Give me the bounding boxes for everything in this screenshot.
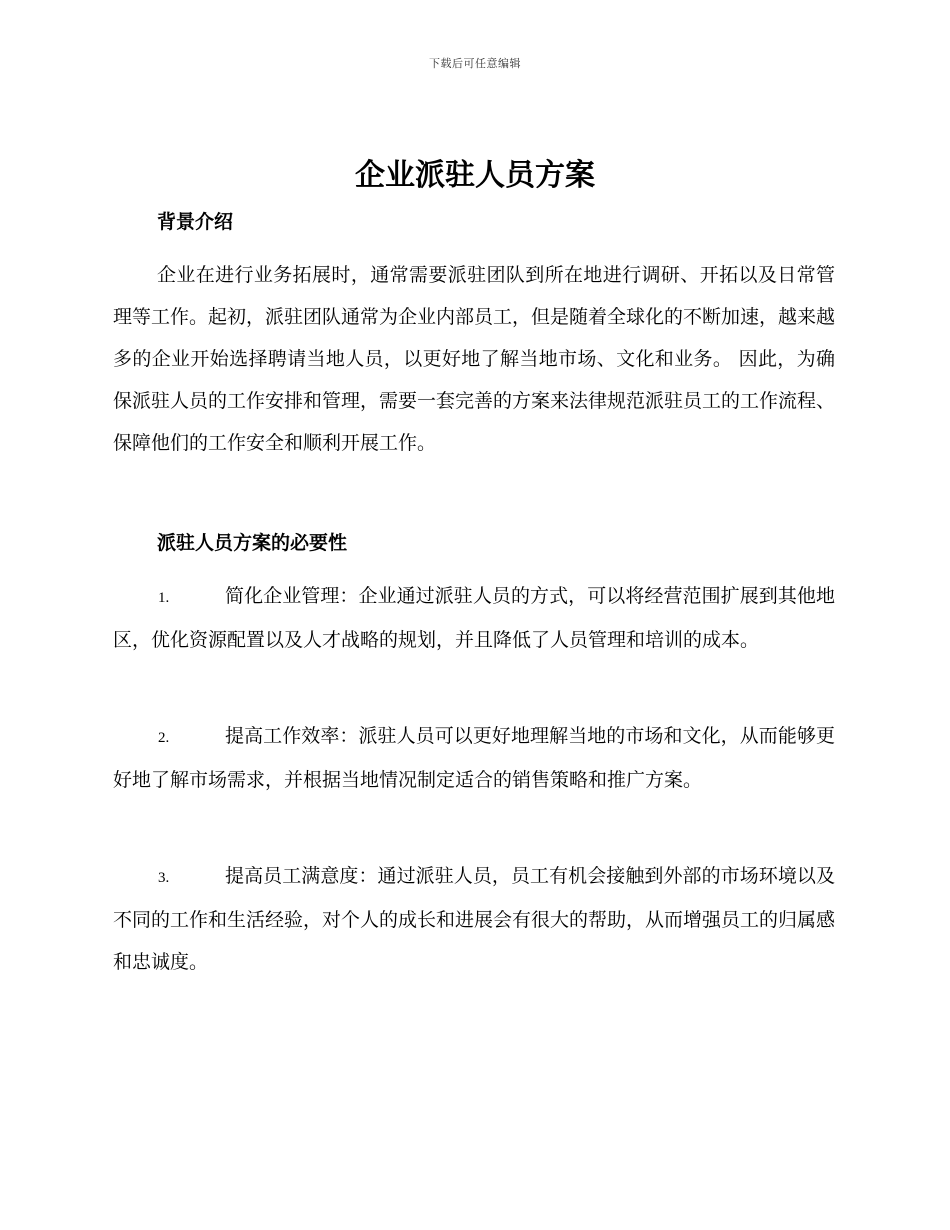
document-title: 企业派驻人员方案 bbox=[355, 158, 595, 193]
header-note: 下载后可任意编辑 bbox=[429, 57, 521, 70]
list-item-text: 简化企业管理：企业通过派驻人员的方式，可以将经营范围扩展到其他地区，优化资源配置以及人才战略的规划，并且降低了人员管理和培训的成本。 bbox=[113, 585, 835, 651]
list-item-text: 提高员工满意度：通过派驻人员，员工有机会接触到外部的市场环境以及不同的工作和生活经验，对个人的成长和进展会有很大的帮助，从而增强员工的归属感和忠诚度。 bbox=[113, 865, 836, 973]
list-item bbox=[113, 575, 835, 661]
list-item-number: 2. bbox=[158, 730, 170, 746]
list-item-number: 1. bbox=[158, 590, 170, 606]
section-heading-necessity: 派驻人员方案的必要性 bbox=[157, 532, 348, 554]
list-item-number: 3. bbox=[158, 870, 170, 886]
section-heading-background: 背景介绍 bbox=[157, 211, 234, 233]
list-item bbox=[113, 715, 835, 801]
list-item bbox=[113, 855, 835, 983]
background-paragraph: 企业在进行业务拓展时，通常需要派驻团队到所在地进行调研、开拓以及日常管理等工作。起初，派驻团队通常为企业内部员工，但是随着全球化的不断加速，越来越多的企业开始选择聘请当地人员，以更好地了解当地市场、文化和业务。 因此，为确保派驻人员的工作安排和管理，需要一套完善的方案来法律规范派驻员工的工作流程、保障他们的工作安全和顺利开展工作。 bbox=[113, 264, 836, 454]
list-item-text: 提高工作效率：派驻人员可以更好地理解当地的市场和文化，从而能够更好地了解市场需求，并根据当地情况制定适合的销售策略和推广方案。 bbox=[113, 725, 835, 791]
